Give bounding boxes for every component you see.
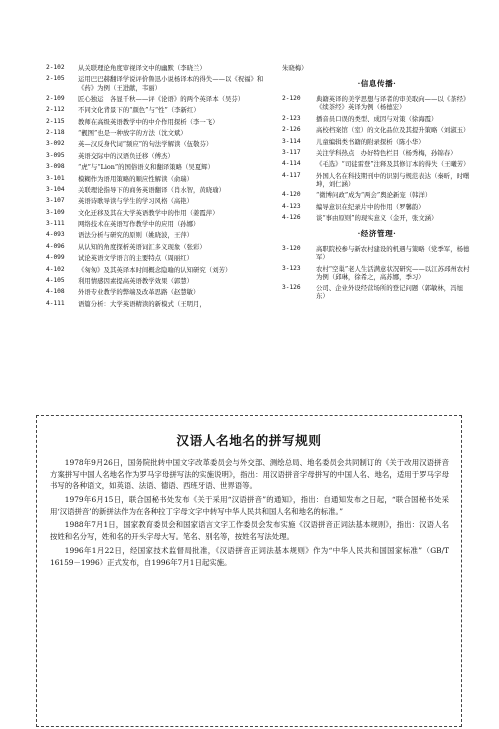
entry-page-code: 4-099 (46, 254, 65, 262)
entry-title: 教师在高级英语教学中的中介作用探析（李一飞） (78, 117, 219, 126)
notice-paragraph: 1988年7月1日，国家教育委员会和国家语言文字工作委员会发布实施《汉语拼音正词法基本规则》，指出：汉语人名按姓和名分写，姓和名的开头字母大写。笔名、别名等，按姓名写法处理。 (50, 520, 449, 542)
toc-entry (46, 220, 264, 228)
entry-title: 高校档案馆（室）的文化品位及其提升策略（刘淑玉） (316, 126, 470, 135)
entry-page-code: 3-126 (282, 284, 301, 292)
toc-entry (46, 277, 264, 285)
entry-page-code: 4-117 (282, 171, 301, 179)
entry-title: 农村“空巢”老人生活满意状况研究——以江苏邳州农村为例（邱琳，徐希之，高苏娜，季习） (316, 264, 470, 281)
entry-page-code: 3-098 (46, 163, 65, 171)
entry-title: 外国人名在科技期刊中的识别与规范表达（秦昕，时曙坤，刘仁涵） (316, 171, 470, 188)
entry-title: “微博问政”成为“两会”舆论新宠（韩洋） (316, 191, 432, 200)
entry-title: 谈“事由原则”的现实意义（金开，张文涵） (316, 213, 438, 222)
entry-page-code: 3-104 (46, 185, 65, 193)
entry-page-code: 3-123 (282, 264, 301, 272)
entry-title: 语法分析与研究的原则（姚晓波，王萍） (78, 231, 194, 240)
entry-title: 模糊作为语用策略的顺应性解读（俞瑞） (78, 174, 194, 183)
toc-entry (46, 300, 264, 308)
toc-entry (46, 163, 264, 171)
toc-entry (282, 138, 472, 146)
entry-page-code: 3-109 (46, 208, 65, 216)
entry-title: 《匆匆》及其英译本时间概念隐喻的认知研究（刘芳） (78, 265, 232, 274)
entry-page-code: 2-118 (46, 129, 65, 137)
entry-page-code: 3-120 (282, 245, 301, 253)
entry-page-code: 4-126 (282, 213, 301, 221)
entry-page-code: 4-105 (46, 276, 65, 284)
entry-title: 公司、企业外设经营场所的登记问题（郭敏林，冯旭东） (316, 284, 463, 301)
entry-title: 不同文化背景下的“颜色”与“性”（李新红） (78, 106, 200, 115)
entry-title: “虎”与“Lion”的国俗语义和翻译策略（吴夏辉） (78, 163, 214, 172)
entry-page-code: 3-111 (46, 220, 65, 228)
entry-page-code: 4-108 (46, 288, 65, 296)
toc-entry (46, 186, 264, 194)
toc-entry (282, 95, 472, 111)
entry-title: 从关联理论角度审视译文中的幽默（李晓兰） (78, 64, 206, 72)
entry-page-code: 2-102 (46, 64, 65, 71)
entry-title: 利用情感因素提高英语教学效果（郭慧） (78, 276, 194, 285)
entry-page-code: 4-102 (46, 265, 65, 273)
entry-page-code: 2-109 (46, 94, 65, 102)
toc-entry (46, 64, 264, 72)
entry-page-code: 4-114 (282, 160, 301, 168)
toc-entry (46, 152, 264, 160)
toc-entry (282, 265, 472, 281)
entry-page-code: 2-126 (282, 126, 301, 134)
toc-entry (46, 95, 264, 103)
toc-entry (46, 118, 264, 126)
toc-entry (46, 288, 264, 296)
toc-entry (46, 140, 264, 148)
entry-page-code: 2-112 (46, 106, 65, 114)
notice-body (37, 449, 461, 568)
entry-page-code: 4-111 (46, 299, 65, 307)
entry-title: 《毛选》“司徒雷登”注释及其修订本的得失（王曦芳） (316, 160, 470, 169)
entry-title: 英语交际中的汉语负迁移（傅杰） (78, 151, 174, 160)
toc-entry (46, 209, 264, 217)
entry-page-code: 3-101 (46, 174, 65, 182)
entry-title: 文化迁移及其在大学英语教学中的作用（姜霞萍） (78, 208, 219, 217)
toc-entry (282, 245, 472, 261)
entry-title: 外语专业教学的弊端及改革思路（赵慧敏） (78, 288, 200, 297)
entry-page-code: 3-107 (46, 197, 65, 205)
entry-page-code: 3-095 (46, 151, 65, 159)
entry-page-code: 3-114 (282, 137, 301, 145)
entry-title: “靓图”也是一种放字的方法（沈文斌） (78, 129, 187, 138)
entry-title: 关联理论指导下的商务英语翻译（肖水智，黄晓瑜） (78, 185, 225, 194)
entry-title: 英—汉反身代词“频应”的句法学解读（伍敬芬） (78, 140, 213, 149)
entry-page-code: 4-123 (282, 202, 301, 210)
toc-entry (282, 214, 472, 222)
entry-title: 语篇分析：大学英语精读的新模式（王明月， (78, 299, 206, 308)
toc-entry (282, 160, 472, 168)
toc-entry (282, 284, 472, 300)
toc-entry (46, 254, 264, 262)
entry-page-code: 3-117 (282, 148, 301, 156)
entry-title: 典籍英译的美学思想与译者的审美取向——以《茶经》《续茶经》英译为例（杨德宏） (316, 95, 470, 112)
toc-entry (282, 149, 472, 157)
entry-title: 匠心独运 各显千秋——评《论语》的两个英译本（吴芬） (78, 94, 245, 103)
notice-title: 汉语人名地名的拼写规则 (176, 433, 322, 448)
toc-entry (46, 266, 264, 274)
entry-page-code: 2-105 (46, 75, 65, 83)
continued-author-text: 朱晓梅） (282, 64, 308, 72)
toc-entry (282, 172, 472, 188)
toc-entry (282, 115, 472, 123)
entry-title: 播音员口误的类型、成因与对策（徐海霞） (316, 114, 438, 123)
entry-title: 网络技术在英语写作教学中的应用（孙娜） (78, 220, 200, 229)
entry-title: 编导意识在纪录片中的作用（罗馨韵） (316, 202, 425, 211)
entry-page-code: 2-115 (46, 117, 65, 125)
entry-page-code: 3-092 (46, 140, 65, 148)
entry-title: 试论英语文学语言的主要特点（周丽红） (78, 254, 194, 263)
toc-entry (282, 191, 472, 199)
entry-page-code: 2-123 (282, 114, 301, 122)
section-heading: ·经济管理· (357, 229, 397, 239)
left-column (46, 64, 264, 311)
toc-entry (46, 106, 264, 114)
toc-entry (282, 126, 472, 134)
toc-entry (282, 203, 472, 211)
toc-entry (46, 75, 264, 91)
entry-page-code: 4-096 (46, 242, 65, 250)
toc-entry (46, 231, 264, 239)
entry-title: 关注学科热点 办好特色栏目（杨秀梅，孙锦春） (316, 148, 457, 157)
entry-title: 儿童编辑类书籍的附录探析（陈小华） (316, 137, 425, 146)
entry-title: 英语诗歌导读与学生的学习风格（高艳） (78, 197, 194, 206)
toc-entry (46, 243, 264, 251)
notice-box (36, 415, 462, 727)
toc-entry (46, 197, 264, 205)
entry-page-code: 4-120 (282, 191, 301, 199)
entry-title: 从认知的角度探析英语词汇多义现象（张彩） (78, 242, 206, 251)
entry-title: 运用巴巴赫翻译学说评价鲁迅小说杨译本的得失——以《祝福》和《药》为例（王进献，韦丽） (78, 75, 264, 92)
toc-entry (46, 175, 264, 183)
right-column (282, 64, 472, 304)
notice-paragraph: 1979年6月15日，联合国秘书处发布《关于采用“汉语拼音”的通知》，指出：自通知发布之日起，“联合国秘书处采用‘汉语拼音’的新拼法作为在各种拉丁字母文字中转写中华人民共和国人名和地名的标准。” (50, 495, 449, 516)
toc-entry (46, 129, 264, 137)
section-heading: ·信息传播· (357, 79, 397, 89)
notice-paragraph: 1978年9月26日，国务院批转中国文字改革委员会与外交部、测绘总局、地名委员会共同制订的《关于改用汉语拼音方案拼写中国人名地名作为罗马字母拼写法的实施说明》，指出：用汉语拼音字母拼写的中国人名、地名，适用于罗马字母书写的各种语文，如英语、法语、德语、西班牙语、世界语等。 (50, 458, 449, 491)
entry-page-code: 4-093 (46, 231, 65, 239)
entry-page-code: 2-120 (282, 95, 301, 103)
notice-paragraph: 1996年1月22日，经国家技术监督局批准，《汉语拼音正词法基本规则》作为“中华人民共和国国家标准”（GB/T 16159－1996）正式发布，自1996年7月1日起实施。 (50, 545, 449, 567)
entry-title: 高职院校参与新农村建设的机遇与策略（党季军，杨德军） (316, 245, 470, 262)
